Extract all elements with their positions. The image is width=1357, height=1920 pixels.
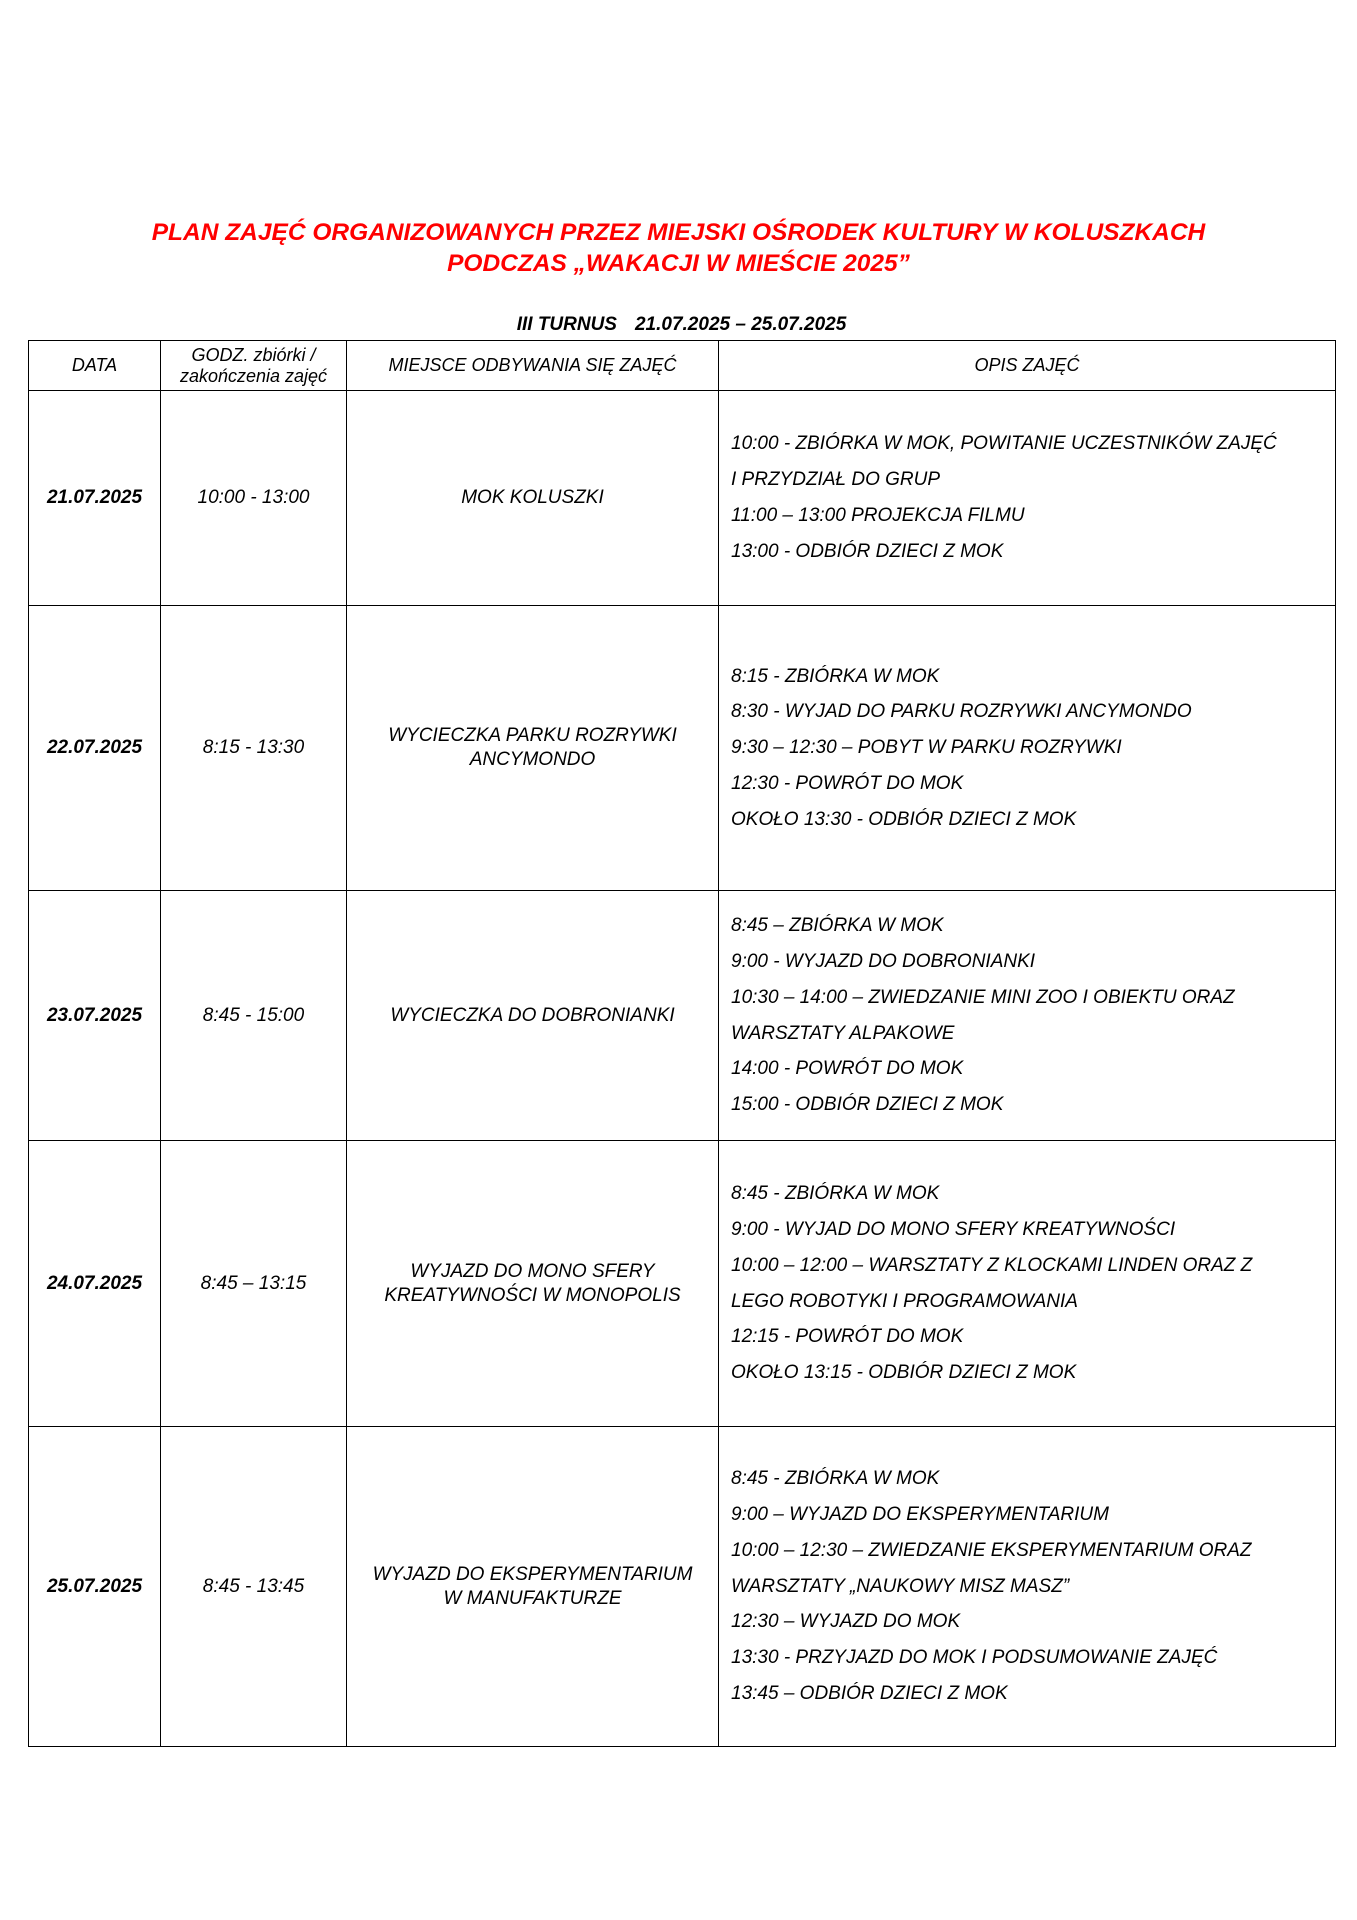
time-cell: 8:45 - 13:45 [161, 1427, 347, 1747]
header-place: MIEJSCE ODBYWANIA SIĘ ZAJĘĆ [347, 341, 719, 391]
description-cell [719, 391, 1336, 606]
date-cell: 22.07.2025 [29, 606, 161, 891]
document-title [0, 217, 1357, 279]
turnus-range: 21.07.2025 – 25.07.2025 [634, 314, 847, 335]
place-line: W MANUFAKTURZE [443, 1587, 622, 1609]
time-cell: 8:45 – 13:15 [161, 1141, 347, 1427]
header-time-line-1: GODZ. zbiórki / [191, 344, 316, 365]
header-row [29, 341, 1336, 391]
description-line: WARSZTATY „NAUKOWY MISZ MASZ” [731, 1575, 1070, 1597]
description-line: 8:30 - WYJAD DO PARKU ROZRYWKI ANCYMONDO [731, 701, 1192, 723]
date-cell: 24.07.2025 [29, 1141, 161, 1427]
description-line: 10:30 – 14:00 – ZWIEDZANIE MINI ZOO I OBIEKTU ORAZ [731, 986, 1235, 1008]
header-desc: OPIS ZAJĘĆ [719, 341, 1336, 391]
description-line: 12:30 – WYJAZD DO MOK [731, 1611, 961, 1633]
description-line: 10:00 – 12:00 – WARSZTATY Z KLOCKAMI LINDEN ORAZ Z [731, 1254, 1253, 1276]
description-line: 8:15 - ZBIÓRKA W MOK [731, 665, 940, 687]
place-line: ANCYMONDO [469, 749, 596, 770]
time-cell: 8:45 - 15:00 [161, 891, 347, 1141]
turnus-heading [28, 313, 1335, 337]
place-cell [347, 606, 719, 891]
description-cell [719, 891, 1336, 1141]
description-line: 13:30 - PRZYJAZD DO MOK I PODSUMOWANIE ZAJĘĆ [731, 1647, 1218, 1669]
place-cell [347, 891, 719, 1141]
description-line: 12:30 - POWRÓT DO MOK [731, 772, 964, 794]
description-line: 8:45 - ZBIÓRKA W MOK [731, 1468, 940, 1490]
time-cell: 10:00 - 13:00 [161, 391, 347, 606]
description-line: 10:00 – 12:30 – ZWIEDZANIE EKSPERYMENTARIUM ORAZ [731, 1539, 1252, 1561]
header-date: DATA [29, 341, 161, 391]
description-line: 8:45 - ZBIÓRKA W MOK [731, 1183, 940, 1205]
description-line: 11:00 – 13:00 PROJEKCJA FILMU [731, 505, 1025, 526]
table-row [29, 891, 1336, 1141]
title-line-2: PODCZAS „WAKACJI W MIEŚCIE 2025” [447, 250, 910, 277]
description-line: 9:00 - WYJAD DO MONO SFERY KREATYWNOŚCI [731, 1218, 1176, 1240]
description-line: OKOŁO 13:15 - ODBIÓR DZIECI Z MOK [731, 1362, 1077, 1384]
description-cell [719, 606, 1336, 891]
description-line: 9:30 – 12:30 – POBYT W PARKU ROZRYWKI [731, 737, 1122, 759]
table-row [29, 1141, 1336, 1427]
place-line: KREATYWNOŚCI W MONOPOLIS [384, 1284, 681, 1306]
table-row [29, 391, 1336, 606]
place-line: WYJAZD DO EKSPERYMENTARIUM [372, 1563, 693, 1585]
table-row [29, 606, 1336, 891]
description-cell [719, 1141, 1336, 1427]
description-line: WARSZTATY ALPAKOWE [731, 1022, 955, 1044]
place-line: WYJAZD DO MONO SFERY [410, 1260, 655, 1282]
title-line-1: PLAN ZAJĘĆ ORGANIZOWANYCH PRZEZ MIEJSKI OŚRODEK KULTURY W KOLUSZKACH [151, 219, 1206, 246]
place-cell [347, 1141, 719, 1427]
description-line: LEGO ROBOTYKI I PROGRAMOWANIA [731, 1290, 1078, 1312]
place-cell [347, 391, 719, 606]
schedule-table [28, 340, 1336, 1747]
description-line: OKOŁO 13:30 - ODBIÓR DZIECI Z MOK [731, 808, 1077, 830]
date-cell: 21.07.2025 [29, 391, 161, 606]
description-line: 12:15 - POWRÓT DO MOK [731, 1326, 964, 1348]
description-line: 13:45 – ODBIÓR DZIECI Z MOK [731, 1682, 1008, 1704]
description-line: 9:00 – WYJAZD DO EKSPERYMENTARIUM [731, 1504, 1109, 1525]
description-line: 14:00 - POWRÓT DO MOK [731, 1058, 964, 1080]
description-line: 15:00 - ODBIÓR DZIECI Z MOK [731, 1094, 1004, 1116]
header-time-line-2: zakończenia zajęć [179, 365, 328, 386]
date-cell: 23.07.2025 [29, 891, 161, 1141]
place-cell [347, 1427, 719, 1747]
description-cell [719, 1427, 1336, 1747]
turnus-label: III TURNUS [516, 314, 617, 335]
description-line: 10:00 - ZBIÓRKA W MOK, POWITANIE UCZESTNIKÓW ZAJĘĆ [731, 433, 1277, 455]
place-line: MOK KOLUSZKI [461, 487, 604, 508]
place-line: WYCIECZKA DO DOBRONIANKI [390, 1004, 675, 1026]
table-row [29, 1427, 1336, 1747]
description-line: 13:00 - ODBIÓR DZIECI Z MOK [731, 540, 1004, 562]
description-line: 8:45 – ZBIÓRKA W MOK [731, 915, 944, 937]
description-line: 9:00 - WYJAZD DO DOBRONIANKI [731, 950, 1036, 972]
date-cell: 25.07.2025 [29, 1427, 161, 1747]
time-cell: 8:15 - 13:30 [161, 606, 347, 891]
header-time [161, 341, 347, 391]
place-line: WYCIECZKA PARKU ROZRYWKI [388, 725, 677, 746]
description-line: I PRZYDZIAŁ DO GRUP [731, 469, 941, 491]
